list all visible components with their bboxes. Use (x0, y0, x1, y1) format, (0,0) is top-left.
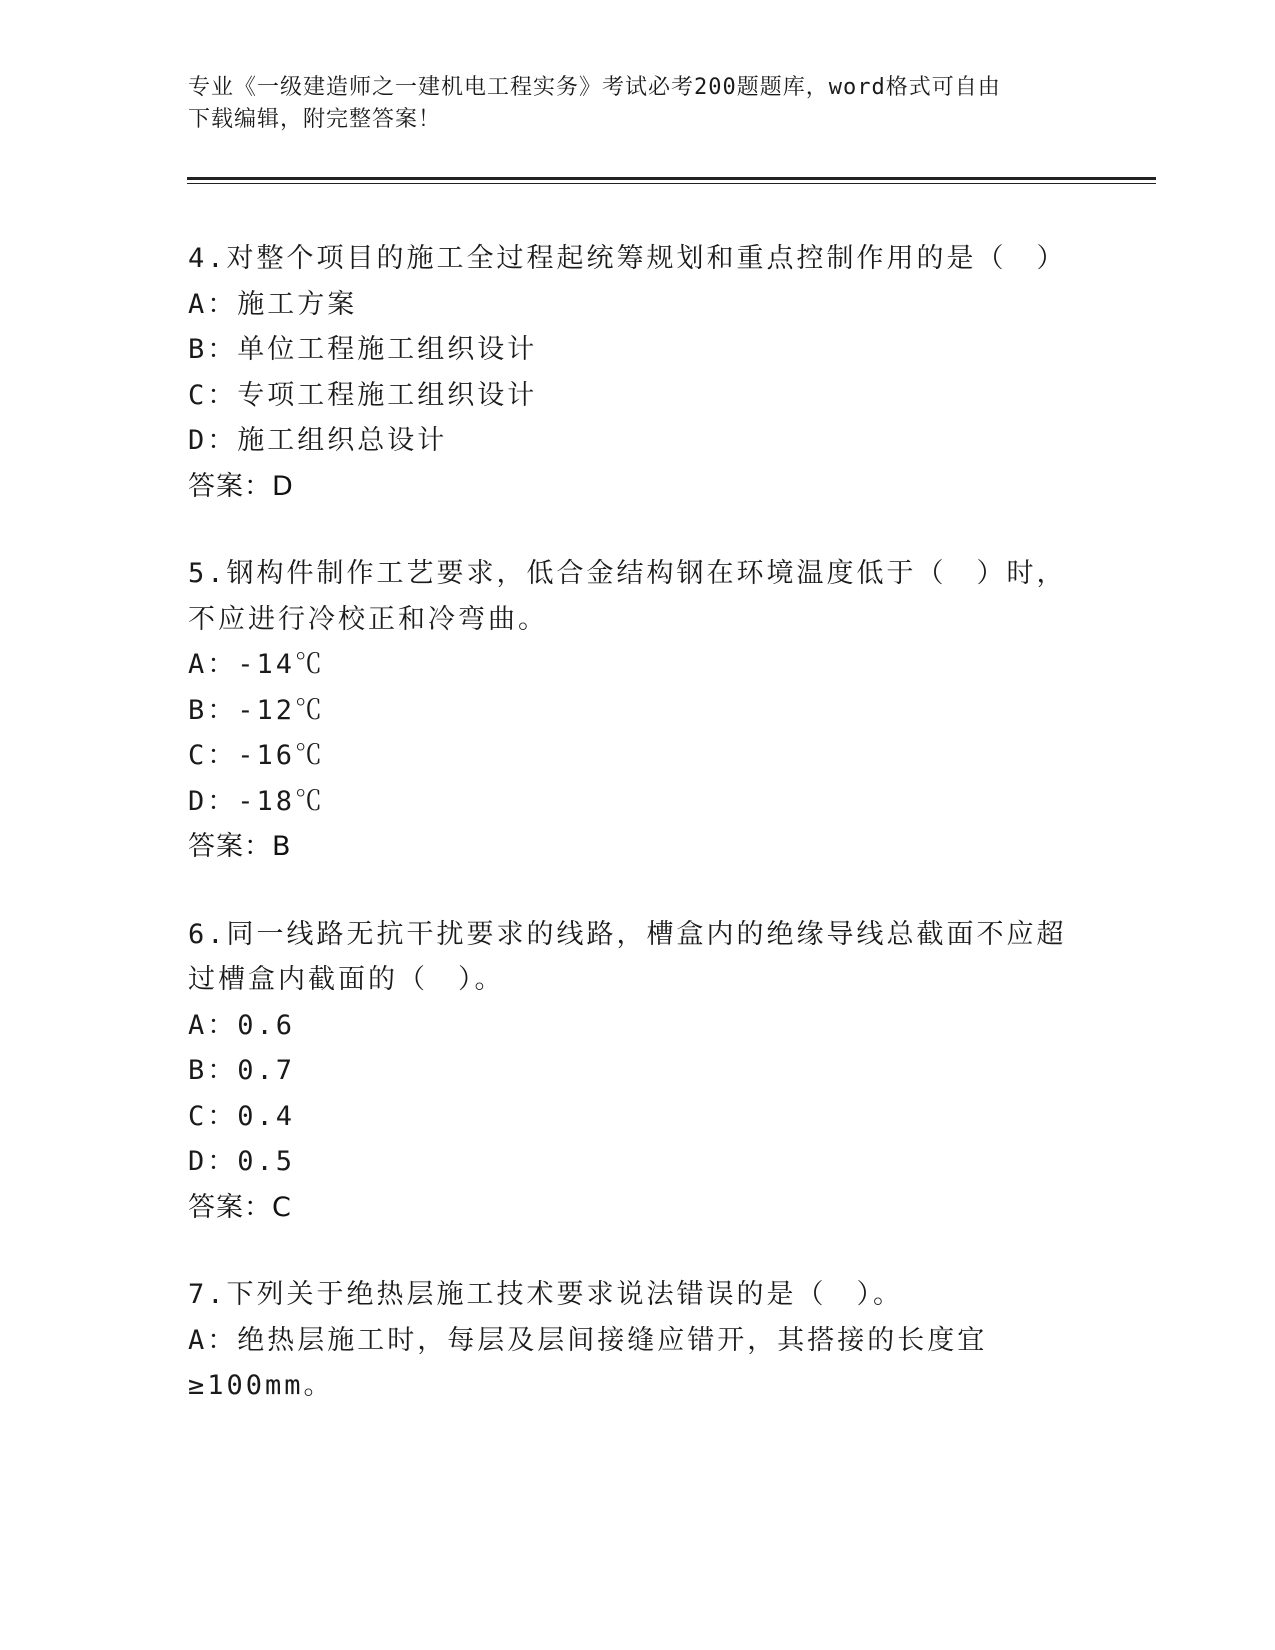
document-header (188, 72, 1068, 136)
option-c: C：0.4 (188, 1100, 296, 1132)
option-a: A：0.6 (188, 1009, 296, 1041)
question-4 (188, 236, 1068, 509)
answer: 答案：C (188, 1191, 292, 1223)
question-5 (188, 551, 1068, 870)
question-6 (188, 912, 1068, 1231)
question-list (188, 236, 1068, 1451)
answer: 答案：D (188, 470, 294, 502)
header-divider-thick (187, 177, 1156, 180)
option-c: C：-16℃ (188, 740, 326, 771)
option-b: B：-12℃ (188, 694, 326, 726)
question-text: 7.下列关于绝热层施工技术要求说法错误的是（ ）。 (188, 1279, 904, 1310)
question-text: 4.对整个项目的施工全过程起统筹规划和重点控制作用的是（ ） (188, 243, 1067, 274)
option-c: C：专项工程施工组织设计 (188, 379, 538, 411)
header-line-1: 专业《一级建造师之一建机电工程实务》考试必考200题题库，word格式可自由 (188, 75, 1001, 100)
header-divider-thin (187, 183, 1156, 184)
option-b: B：单位工程施工组织设计 (188, 334, 538, 365)
option-a: A：-14℃ (188, 649, 326, 680)
option-d: D：施工组织总设计 (188, 425, 448, 456)
option-d: D：-18℃ (188, 785, 326, 817)
option-a: A：施工方案 (188, 288, 358, 320)
question-7 (188, 1272, 1068, 1409)
header-line-2: 下载编辑，附完整答案！ (188, 107, 442, 132)
option-d: D：0.5 (188, 1146, 296, 1177)
question-text: 5.钢构件制作工艺要求，低合金结构钢在环境温度低于（ ）时，不应进行冷校正和冷弯曲。 (188, 558, 1067, 635)
option-b: B：0.7 (188, 1055, 296, 1086)
option-a: A：绝热层施工时，每层及层间接缝应错开，其搭接的长度宜≥100mm。 (188, 1324, 988, 1401)
question-text: 6.同一线路无抗干扰要求的线路，槽盒内的绝缘导线总截面不应超过槽盒内截面的（ ）。 (188, 918, 1067, 995)
answer: 答案：B (188, 831, 292, 862)
